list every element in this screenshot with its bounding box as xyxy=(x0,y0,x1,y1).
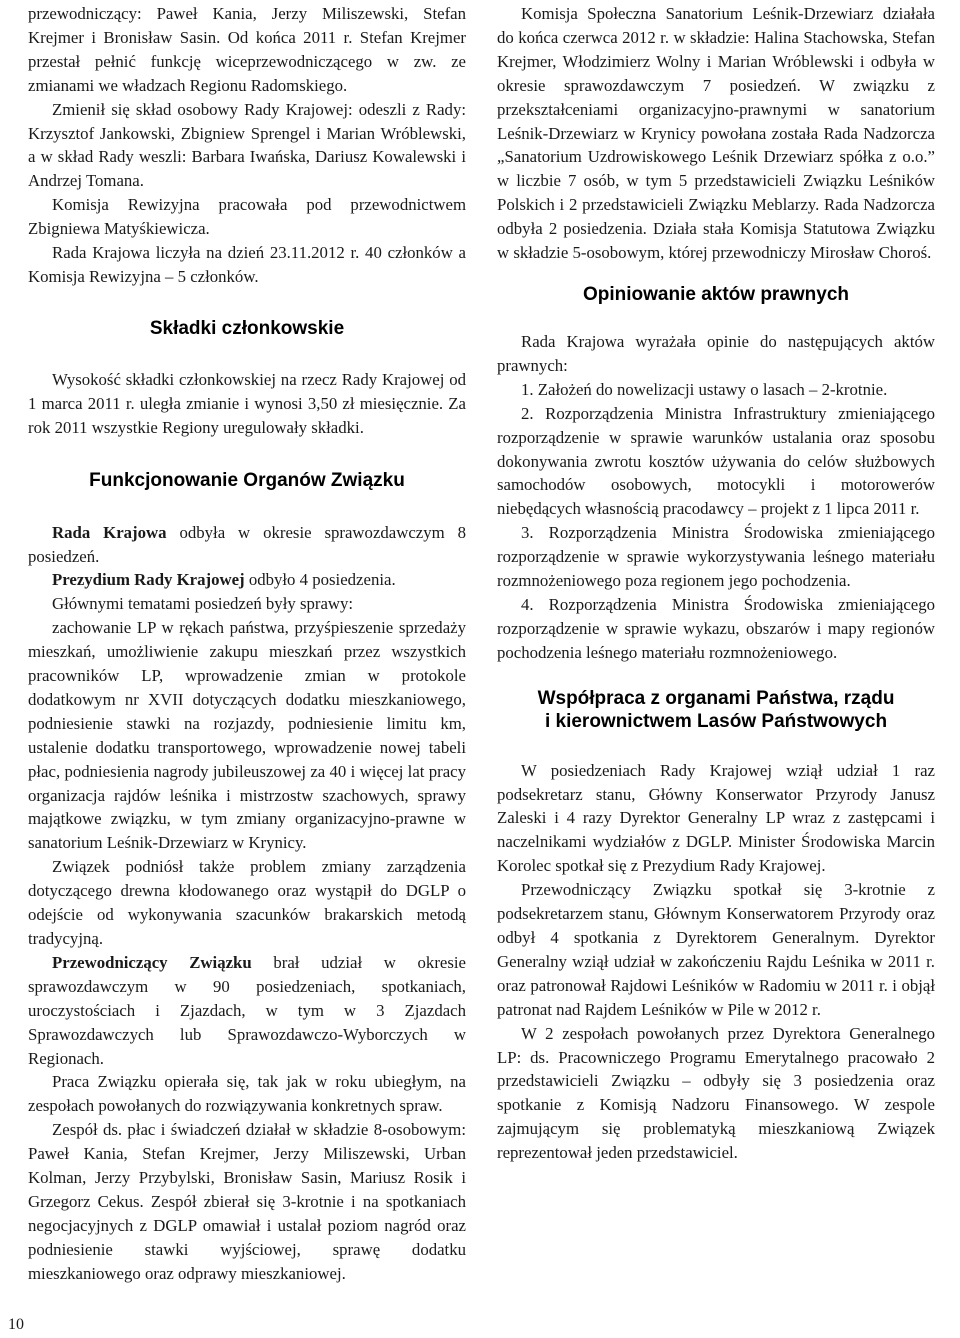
paragraph xyxy=(28,568,466,592)
paragraph: przewodniczący: Paweł Kania, Jerzy Miliszewski, Stefan Krejmer i Bronisław Sasin. Od końca 2011 r. Stefan Krejmer przestał pełnić funkcję wiceprzewodniczącego w zw. ze zmianami we władzach Regionu Radomskiego. xyxy=(28,4,466,95)
paragraph: zachowanie LP w rękach państwa, przyśpieszenie sprzedaży mieszkań, umożliwienie zakupu mieszkań przez wszystkich pracowników LP, wprowadzenie zmian w protokole dodatkowym nr XVII dotyczących dodatku mieszkaniowego, podniesienie stawki na rozjazdy, podniesienie limitu km, ustalenie dodatku transportowego, wprowadzenie nowej tabeli płac, podniesienia nagrody jubileuszowej za 40 i więcej lat pracy organizacja rajdów leśnika i mistrzostw szachowych, sprawy majątkowe związku, w tym zmiany organizacyjno-prawne w sanatorium Leśnik-Drzewiarz w Krynicy. xyxy=(28,618,466,853)
paragraph: W 2 zespołach powołanych przez Dyrektora Generalnego LP: ds. Pracowniczego Programu Emerytalnego pracowało 2 przedstawicieli Związku – odbyły się 3 posiedzenia oraz spotkanie z Komisją Nadzoru Finansowego. W zespole zajmującym się problematyką mieszkaniową Związek reprezentował jeden przedstawiciel. xyxy=(497,1023,935,1163)
paragraph: Przewodniczący Związku spotkał się 3-krotnie z podsekretarzem stanu, Głównym Konserwatorem Przyrody oraz odbył 4 spotkania z Dyrektorem Generalnym. Dyrektor Generalny wziął udział w zakończeniu Rajdu Leśnika w 2011 r. oraz patronował Rajdowi Leśników w Radomiu w 2011 r. i objął patronat nad Rajdem Leśników w Pile w 2012 r. xyxy=(497,880,935,1019)
paragraph xyxy=(28,521,466,569)
paragraph: Praca Związku opierała się, tak jak w roku ubiegłym, na zespołach powołanych do rozwiązywania konkretnych spraw. xyxy=(28,1072,466,1116)
paragraph: Wysokość składki członkowskiej na rzecz Rady Krajowej od 1 marca 2011 r. uległa zmianie i wynosi 3,50 zł miesięcznie. Za rok 2011 wszystkie Regiony uregulowały składki. xyxy=(28,369,466,437)
paragraph: Związek podniósł także problem zmiany zarządzenia dotyczącego drewna kłodowanego oraz wystąpił do DGLP o odejście od wykonywania szacunków brakarskich metodą tradycyjną. xyxy=(28,857,466,948)
list-item: 4. Rozporządzenia Ministra Środowiska zmieniającego rozporządzenie w sprawie wykazu, obszarów i mapy regionów pochodzenia leśnego materiału rozmnożeniowego. xyxy=(497,594,935,662)
list-item: 2. Rozporządzenia Ministra Infrastruktury zmieniającego rozporządzenie w sprawie warunków ustalania oraz sposobu dokonywania zwrotu kosztów używania do celów służbowych samochodów osobowych, motocykli i motorowerów niebędących własnością pracodawcy – projekt z 1 lipca 2011 r. xyxy=(497,403,935,519)
paragraph: Komisja Społeczna Sanatorium Leśnik-Drzewiarz działała do końca czerwca 2012 r. w składzie: Halina Stachowska, Stefan Krejmer, Włodzimierz Wolny i Marian Wróblewski i odbyła w okresie sprawozdawczym 7 posiedzeń. W związku z przekształceniami organizacyjno-prawnymi w sanatorium Leśnik-Drzewiarz w Krynicy powołana została Rada Nadzorcza „Sanatorium Uzdrowiskowego Leśnik Drzewiarz spółka z o.o.” w liczbie 7 osób, w tym 5 przedstawicieli Związku Leśników Polskich i 2 przedstawicieli Związku Meblarzy. Rada Nadzorcza odbyła 2 posiedzenia. Działa stała Komisja Statutowa Związku w składzie 5-osobowym, której przewodniczy Mirosław Choroś. xyxy=(497,4,935,263)
right-column xyxy=(497,2,935,1165)
list-item: 1. Założeń do nowelizacji ustawy o lasach – 2-krotnie. xyxy=(521,379,888,399)
list-item: 3. Rozporządzenia Ministra Środowiska zmieniającego rozporządzenie w sprawie wykorzystywania leśnego materiału rozmnożeniowego poza regionem jego pochodzenia. xyxy=(497,523,935,591)
paragraph: Rada Krajowa wyrażała opinie do następujących aktów prawnych: xyxy=(497,331,935,375)
paragraph: W posiedzeniach Rady Krajowej wziął udział 1 raz podsekretarz stanu, Główny Konserwator Przyrody Janusz Zaleski i 4 razy Dyrektor Generalny LP wraz z zastępcami i naczelnikami wydziałów z DGLP. Minister Środowiska Marcin Korolec spotkał się z Prezydium Rady Krajowej. xyxy=(497,760,935,876)
heading-line: Współpraca z organami Państwa, rządu xyxy=(537,687,895,709)
paragraph: Komisja Rewizyjna pracowała pod przewodnictwem Zbigniewa Matyśkiewicza. xyxy=(28,195,466,239)
paragraph: Głównymi tematami posiedzeń były sprawy: xyxy=(52,594,354,614)
section-heading: Opiniowanie aktów prawnych xyxy=(582,283,850,305)
bold-term: Rada Krajowa xyxy=(52,522,167,542)
paragraph-text: odbyło 4 posiedzenia. xyxy=(244,570,396,590)
section-heading: Funkcjonowanie Organów Związku xyxy=(89,469,405,491)
paragraph-text: brał udział w okresie sprawozdawczym w 90 posiedzeniach, spotkaniach, uroczystościach i Zjazdach, w tym w 3 Zjazdach Sprawozdawczych lub Sprawozdawczo-Wyborczych w Regionach. xyxy=(28,952,467,1068)
page-number: 10 xyxy=(8,1316,24,1333)
section-heading: Składki członkowskie xyxy=(149,317,345,339)
paragraph: Zespół ds. płac i świadczeń działał w składzie 8-osobowym: Paweł Kania, Stefan Krejmer, Jerzy Miliszewski, Urban Kolman, Jerzy Przybylski, Bronisław Sasin, Mariusz Rosik i Grzegorz Cekus. Zespół zbierał się 3-krotnie i na spotkaniach negocjacyjnych z DGLP omawiał i ustalał poziom nagród oraz podniesienie stawki wyjściowej, sprawę dodatku mieszkaniowego oraz odprawy mieszkaniowej. xyxy=(28,1120,466,1283)
bold-term: Prezydium Rady Krajowej xyxy=(52,570,245,590)
bold-term: Przewodniczący Związku xyxy=(52,952,252,972)
paragraph-text: odbyła w okresie sprawozdawczym 8 posiedzeń. xyxy=(28,522,466,566)
paragraph xyxy=(28,951,466,1071)
section-heading xyxy=(497,687,935,733)
left-column xyxy=(28,2,466,1286)
paragraph: Zmienił się skład osobowy Rady Krajowej: odeszli z Rady: Krzysztof Jankowski, Zbigniew Sprengel i Marian Wróblewski, a w skład Rady weszli: Barbara Iwańska, Dariusz Kowalewski i Andrzej Tomana. xyxy=(28,99,466,191)
paragraph: Rada Krajowa liczyła na dzień 23.11.2012 r. 40 członków a Komisja Rewizyjna – 5 członków. xyxy=(28,243,466,286)
heading-line: i kierownictwem Lasów Państwowych xyxy=(544,710,888,732)
